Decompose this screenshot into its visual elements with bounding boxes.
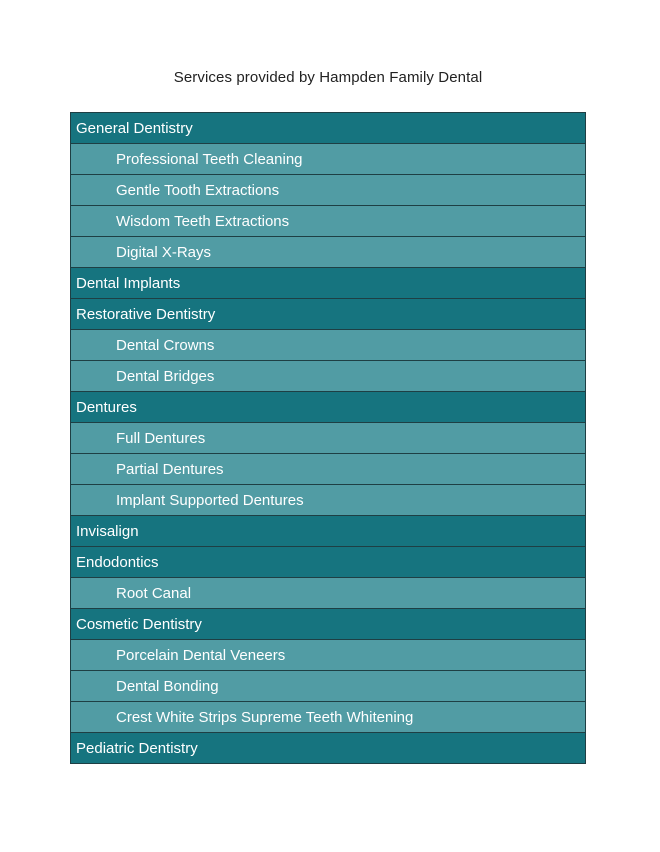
page-title: Services provided by Hampden Family Dental (173, 69, 483, 86)
service-row: Porcelain Dental Veneers (71, 640, 585, 671)
service-row: Dental Bonding (71, 671, 585, 702)
service-row: Full Dentures (71, 423, 585, 454)
service-row: Digital X-Rays (71, 237, 585, 268)
service-row: Partial Dentures (71, 454, 585, 485)
category-row: Cosmetic Dentistry (71, 609, 585, 640)
service-row: Professional Teeth Cleaning (71, 144, 585, 175)
category-row: General Dentistry (71, 113, 585, 144)
services-table (70, 112, 586, 764)
service-row: Root Canal (71, 578, 585, 609)
category-row: Dentures (71, 392, 585, 423)
service-row: Crest White Strips Supreme Teeth Whitening (71, 702, 585, 733)
service-row: Dental Crowns (71, 330, 585, 361)
service-row: Wisdom Teeth Extractions (71, 206, 585, 237)
category-row: Restorative Dentistry (71, 299, 585, 330)
category-row: Dental Implants (71, 268, 585, 299)
service-row: Implant Supported Dentures (71, 485, 585, 516)
category-row: Pediatric Dentistry (71, 733, 585, 764)
category-row: Endodontics (71, 547, 585, 578)
service-row: Gentle Tooth Extractions (71, 175, 585, 206)
service-row: Dental Bridges (71, 361, 585, 392)
category-row: Invisalign (71, 516, 585, 547)
